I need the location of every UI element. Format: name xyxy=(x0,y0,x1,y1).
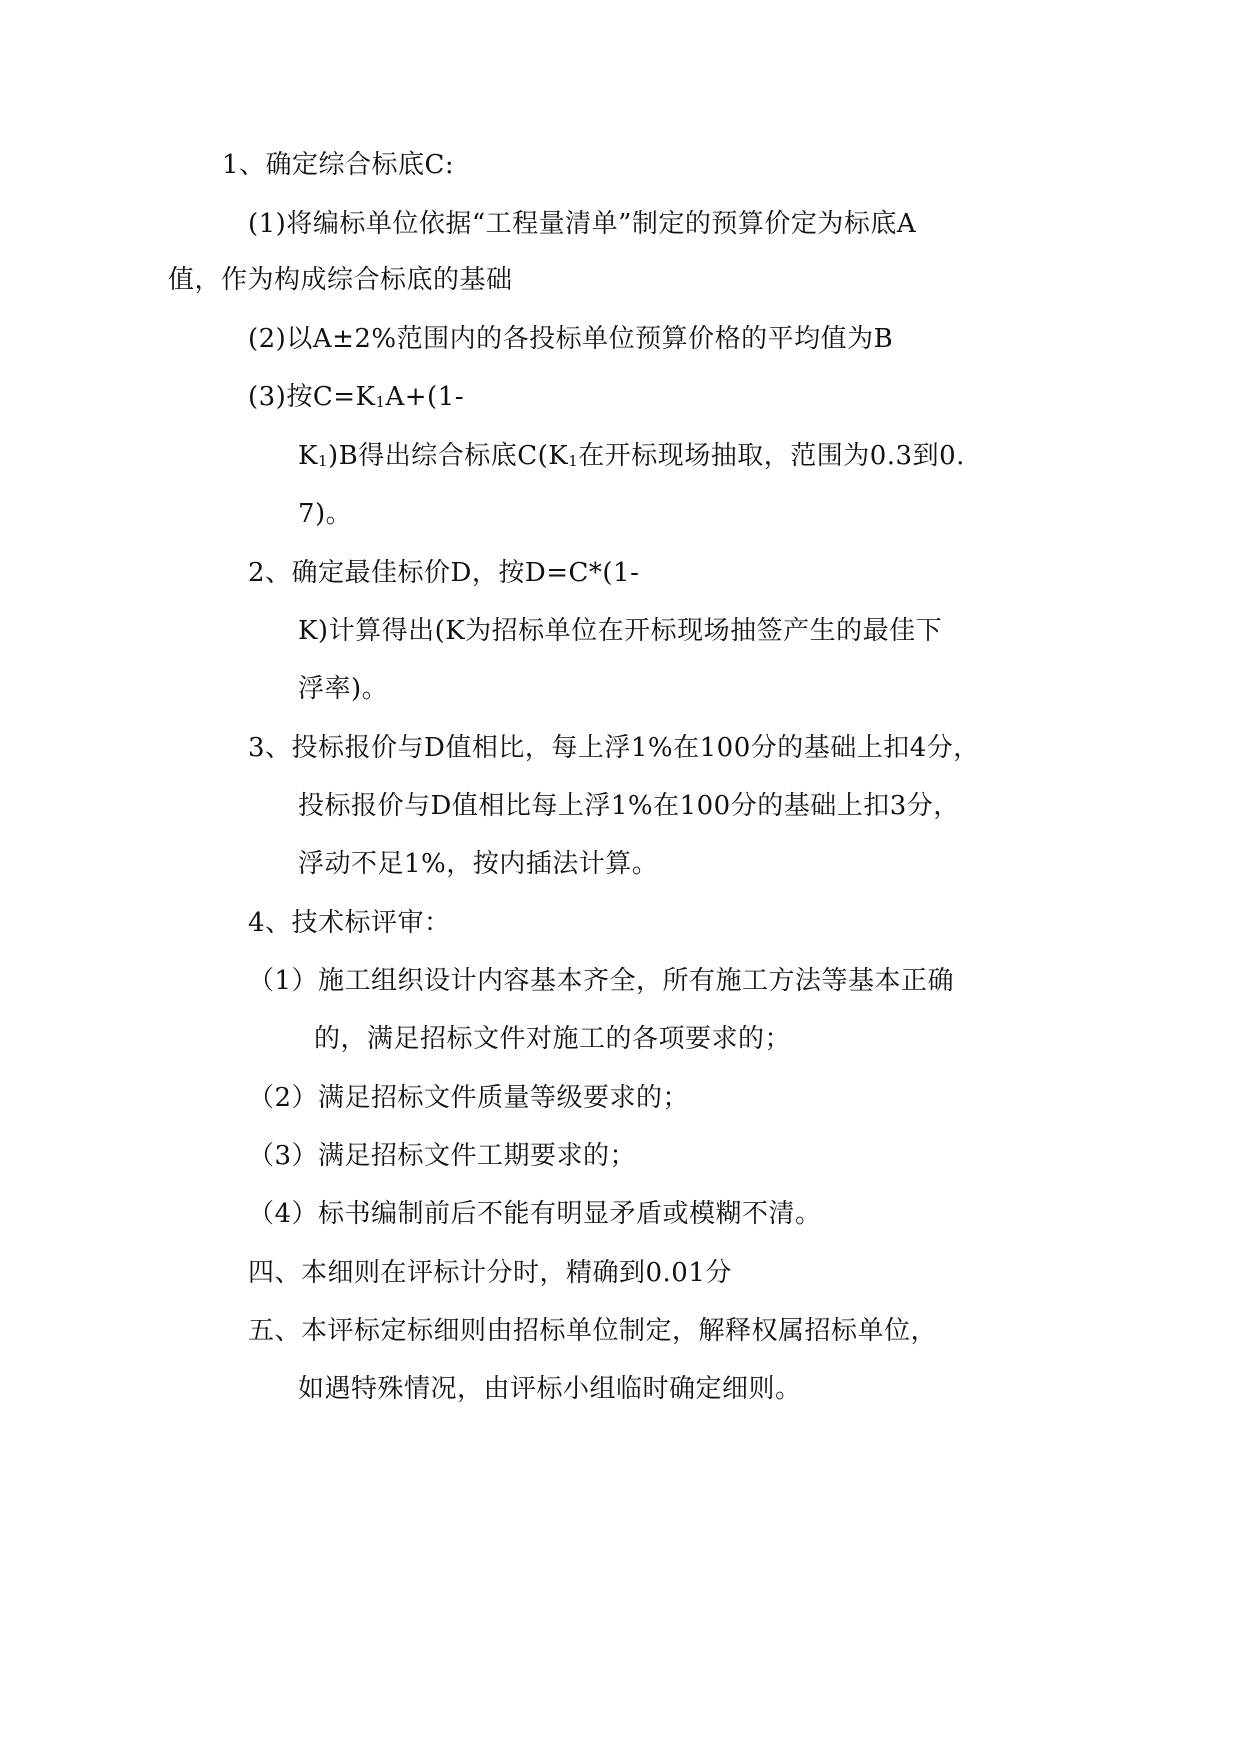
section-4-heading: 4、技术标评审： xyxy=(248,908,451,938)
section-four: 四、本细则在评标计分时，精确到0.01分 xyxy=(248,1258,732,1288)
section-2-line-1: 2、确定最佳标价D，按D=C*(1- xyxy=(248,558,640,588)
item-4-2: （2）满足招标文件质量等级要求的； xyxy=(248,1083,690,1113)
section-2-line-3: 浮率)。 xyxy=(298,674,389,704)
item-1-3-line-3: 7)。 xyxy=(298,499,353,529)
subscript-3: 1 xyxy=(568,452,579,470)
item-4-1-line-1: （1）施工组织设计内容基本齐全，所有施工方法等基本正确 xyxy=(248,966,955,996)
item-4-1-line-2: 的，满足招标文件对施工的各项要求的； xyxy=(314,1024,792,1054)
formula-text-a: (3)按C=K xyxy=(248,382,376,412)
section-3-line-2: 投标报价与D值相比每上浮1%在100分的基础上扣3分， xyxy=(298,791,960,821)
section-3-line-1: 3、投标报价与D值相比，每上浮1%在100分的基础上扣4分， xyxy=(248,733,980,763)
subscript-1: 1 xyxy=(375,393,386,411)
formula-text-c: K xyxy=(298,441,318,471)
section-five-line-2: 如遇特殊情况，由评标小组临时确定细则。 xyxy=(298,1374,802,1404)
item-1-3-line-2 xyxy=(298,439,965,473)
section-five-line-1: 五、本评标定标细则由招标单位制定，解释权属招标单位， xyxy=(248,1316,938,1346)
formula-text-b: A+(1- xyxy=(385,382,465,412)
item-1-2: (2)以A±2%范围内的各投标单位预算价格的平均值为B xyxy=(248,324,894,354)
section-1-heading: 1、确定综合标底C: xyxy=(222,150,455,180)
formula-text-e: 在开标现场抽取，范围为0.3到0. xyxy=(578,441,965,471)
item-1-3-line-1 xyxy=(248,380,464,414)
section-3-line-3: 浮动不足1%，按内插法计算。 xyxy=(298,849,659,879)
item-4-4: （4）标书编制前后不能有明显矛盾或模糊不清。 xyxy=(248,1199,822,1229)
subscript-2: 1 xyxy=(317,452,328,470)
section-2-line-2: K)计算得出(K为招标单位在开标现场抽签产生的最佳下 xyxy=(298,616,943,646)
formula-text-d: )B得出综合标底C(K xyxy=(327,441,569,471)
item-4-3: （3）满足招标文件工期要求的； xyxy=(248,1141,637,1171)
item-1-1-line-1: (1)将编标单位依据“工程量清单”制定的预算价定为标底A xyxy=(248,209,917,239)
item-1-1-line-2: 值，作为构成综合标底的基础 xyxy=(168,265,513,295)
